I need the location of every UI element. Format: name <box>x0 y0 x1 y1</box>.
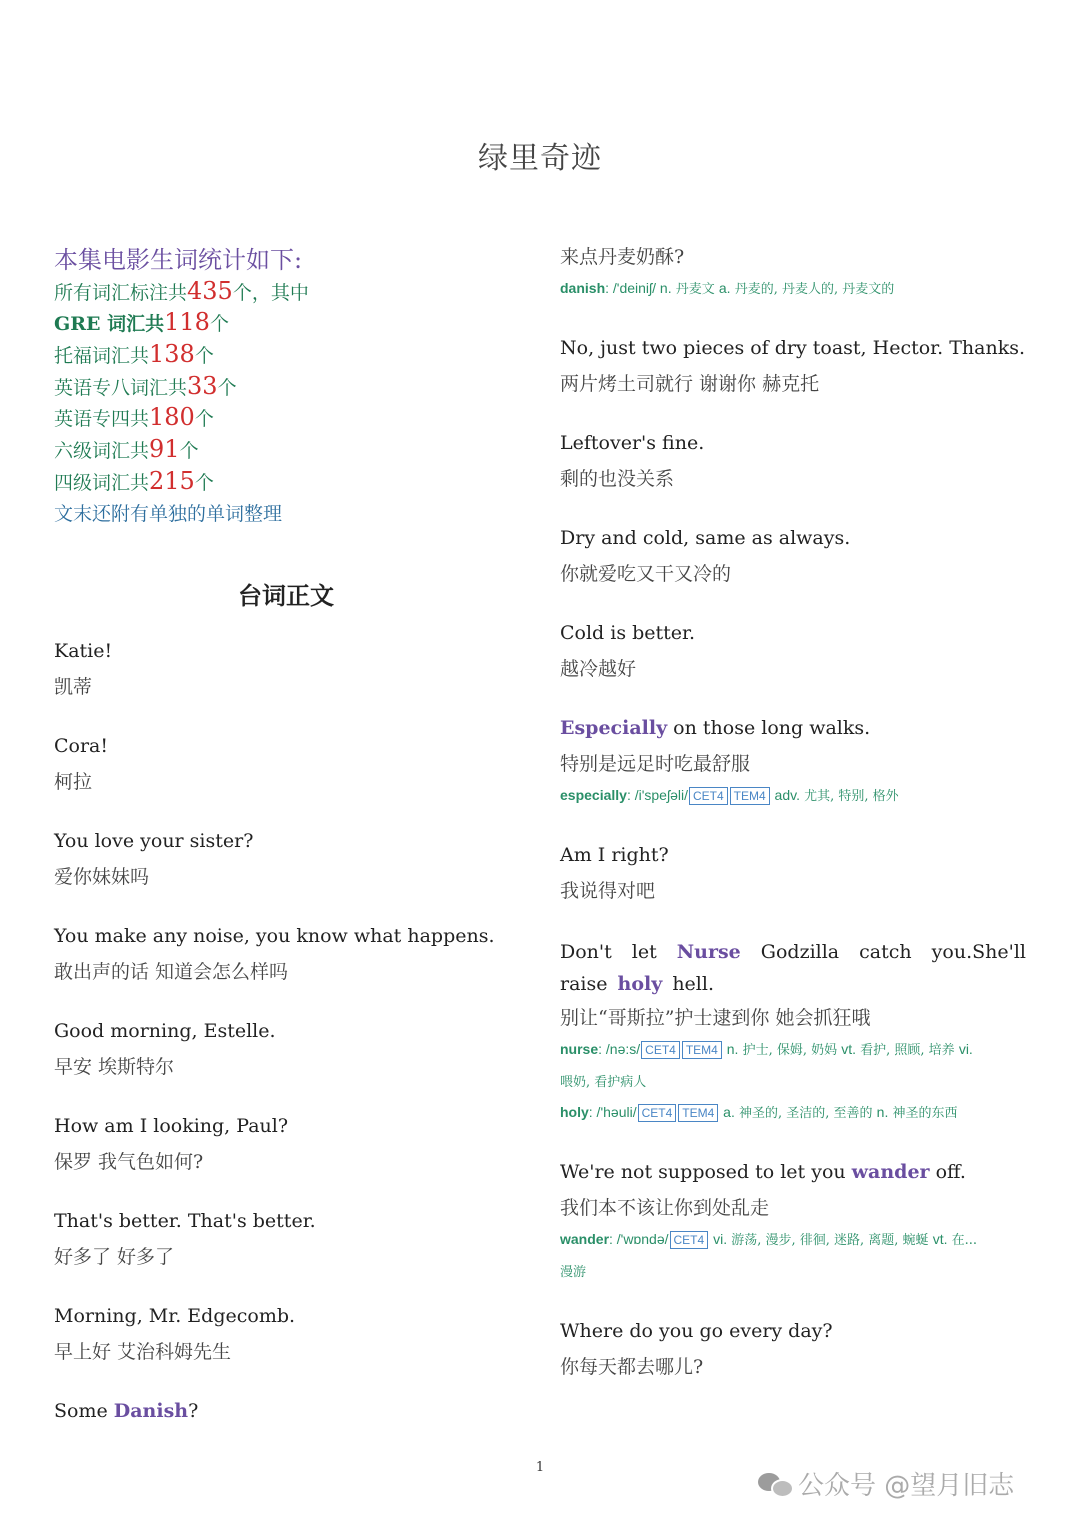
dialogue-text: Don't let <box>560 941 677 963</box>
vocab-gloss-continued <box>560 1261 586 1280</box>
dialogue-english <box>560 717 870 739</box>
highlighted-word: Danish <box>113 1400 189 1422</box>
stats-number: 33 <box>187 372 218 400</box>
dialogue-chinese: 爱你妹妹吗 <box>54 866 150 888</box>
stats-note: 文末还附有单独的单词整理 <box>54 503 283 525</box>
stats-line <box>54 435 199 463</box>
dialogue-chinese: 柯拉 <box>54 771 93 793</box>
stats-line <box>54 308 229 336</box>
dialogue-english: You love your sister? <box>54 830 254 852</box>
dialogue-english: No, just two pieces of dry toast, Hector. Thanks. <box>560 337 1026 359</box>
dialogue-chinese: 保罗 我气色如何? <box>54 1151 204 1173</box>
highlighted-word: holy <box>617 973 663 995</box>
gloss-pos: vt. <box>932 1231 948 1247</box>
stats-line <box>54 467 214 495</box>
highlighted-word: Especially <box>560 717 668 739</box>
watermark-text: 公众号 @望月旧志 <box>798 1471 1015 1501</box>
vocab-gloss <box>560 1229 977 1249</box>
gloss-meaning: 神圣的, 圣洁的, 至善的 <box>734 1106 877 1121</box>
dialogue-text: Some <box>54 1400 114 1422</box>
stats-number: 91 <box>149 435 180 463</box>
stats-suffix: 个，其中 <box>232 282 309 304</box>
dialogue-chinese: 剩的也没关系 <box>560 468 675 490</box>
gloss-word: wander <box>560 1231 610 1247</box>
gloss-meaning: 尤其, 特别, 格外 <box>799 789 899 804</box>
stats-line <box>54 372 237 400</box>
stats-number: 118 <box>164 308 210 336</box>
cet4-tag: CET4 <box>638 1104 677 1122</box>
gloss-phonetic: : /'deiniʃ/ n. <box>605 280 672 296</box>
dialogue-chinese: 我说得对吧 <box>560 880 656 902</box>
cet4-tag: CET4 <box>641 1041 680 1059</box>
gloss-pos: n. <box>876 1104 889 1120</box>
stats-number: 138 <box>149 340 195 368</box>
gloss-meaning: 看护, 照顾, 培养 <box>856 1043 959 1058</box>
dialogue-english: Leftover's fine. <box>560 432 705 454</box>
stats-heading: 本集电影生词统计如下: <box>54 246 303 274</box>
highlighted-word: wander <box>851 1161 930 1183</box>
gloss-meaning: 丹麦的, 丹麦人的, 丹麦文的 <box>730 282 895 297</box>
dialogue-chinese: 你每天都去哪儿? <box>560 1356 704 1378</box>
vocab-gloss <box>560 1102 958 1122</box>
dialogue-english: Good morning, Estelle. <box>54 1020 276 1042</box>
dialogue-chinese: 你就爱吃又干又冷的 <box>560 563 732 585</box>
stats-suffix: 个 <box>194 472 214 494</box>
dialogue-english: Am I right? <box>560 844 669 866</box>
vocab-gloss <box>560 1039 973 1059</box>
dialogue-chinese: 来点丹麦奶酥? <box>560 246 685 268</box>
document-title: 绿里奇迹 <box>478 141 602 176</box>
dialogue-english: Katie! <box>54 640 113 662</box>
stats-suffix: 个 <box>194 408 214 430</box>
stats-label: GRE 词汇共 <box>54 313 165 335</box>
wechat-icon <box>758 1471 792 1497</box>
dialogue-english: That's better. That's better. <box>54 1210 316 1232</box>
dialogue-chinese: 越冷越好 <box>560 658 637 680</box>
dialogue-english: Cora! <box>54 735 109 757</box>
stats-label: 托福词汇共 <box>54 345 150 367</box>
gloss-meaning: 喂奶, 看护病人 <box>560 1075 647 1090</box>
dialogue-english <box>54 1400 198 1422</box>
stats-suffix: 个 <box>217 377 237 399</box>
stats-label: 英语专四共 <box>54 408 150 430</box>
dialogue-text: Godzilla catch you.She'll raise <box>560 941 1026 995</box>
dialogue-chinese: 特别是远足时吃最舒服 <box>560 753 751 775</box>
highlighted-word: Nurse <box>676 941 741 963</box>
stats-line <box>54 277 309 305</box>
cet4-tag: CET4 <box>689 787 728 805</box>
gloss-pos: n. <box>722 1041 739 1057</box>
gloss-word: nurse <box>560 1041 599 1057</box>
dialogue-english: Morning, Mr. Edgecomb. <box>54 1305 296 1327</box>
gloss-pos: a. <box>719 1104 735 1120</box>
gloss-phonetic: : /i'speʃəli/ <box>626 787 688 803</box>
vocab-gloss-continued <box>560 1071 646 1090</box>
dialogue-chinese: 早安 埃斯特尔 <box>54 1056 175 1078</box>
dialogue-english: How am I looking, Paul? <box>54 1115 289 1137</box>
dialogue-english <box>560 1161 966 1183</box>
dialogue-text: off. <box>929 1161 966 1183</box>
dialogue-chinese: 我们本不该让你到处乱走 <box>560 1197 770 1219</box>
gloss-meaning: 漫游 <box>560 1265 587 1280</box>
dialogue-english: Cold is better. <box>560 622 696 644</box>
dialogue-chinese: 早上好 艾治科姆先生 <box>54 1341 232 1363</box>
dialogue-chinese: 别让“哥斯拉”护士逮到你 她会抓狂哦 <box>560 1007 871 1029</box>
gloss-meaning: 神圣的东西 <box>888 1106 958 1121</box>
stats-line <box>54 340 214 368</box>
tem4-tag: TEM4 <box>682 1041 722 1059</box>
gloss-phonetic: : /nə:s/ <box>598 1041 641 1057</box>
dialogue-english <box>560 936 1026 1000</box>
dialogue-english: Dry and cold, same as always. <box>560 527 851 549</box>
dialogue-english: Where do you go every day? <box>560 1320 833 1342</box>
page-number: 1 <box>535 1460 545 1475</box>
dialogue-chinese: 两片烤土司就行 谢谢你 赫克托 <box>560 373 820 395</box>
tem4-tag: TEM4 <box>730 787 770 805</box>
gloss-pos: adv. <box>770 787 800 803</box>
gloss-phonetic: : /'həuli/ <box>588 1104 637 1120</box>
stats-label: 四级词汇共 <box>54 472 150 494</box>
stats-label: 六级词汇共 <box>54 440 150 462</box>
gloss-pos: a. <box>718 280 731 296</box>
gloss-phonetic: : /'wɒndə/ <box>609 1231 669 1247</box>
cet4-tag: CET4 <box>670 1231 709 1249</box>
stats-suffix: 个 <box>179 440 199 462</box>
gloss-meaning: 丹麦文 <box>671 282 719 297</box>
stats-number: 215 <box>149 467 195 495</box>
gloss-pos: vi. <box>709 1231 728 1247</box>
gloss-pos: vt. <box>841 1041 857 1057</box>
gloss-pos: vi. <box>958 1041 973 1057</box>
gloss-word: especially <box>560 787 627 803</box>
gloss-meaning: 游荡, 漫步, 徘徊, 迷路, 离题, 蜿蜒 <box>727 1233 933 1248</box>
vocab-gloss <box>560 785 899 805</box>
dialogue-text: We're not supposed to let you <box>560 1161 852 1183</box>
dialogue-chinese: 凯蒂 <box>54 676 93 698</box>
gloss-word: danish <box>560 280 606 296</box>
gloss-meaning: 在... <box>947 1233 977 1248</box>
section-heading: 台词正文 <box>238 581 334 610</box>
gloss-word: holy <box>560 1104 589 1120</box>
dialogue-text: ? <box>188 1400 199 1422</box>
watermark <box>758 1465 1014 1502</box>
stats-number: 435 <box>187 277 233 305</box>
vocab-gloss <box>560 278 894 297</box>
stats-suffix: 个 <box>194 345 214 367</box>
stats-label: 所有词汇标注共 <box>54 282 188 304</box>
dialogue-text: hell. <box>662 973 714 995</box>
tem4-tag: TEM4 <box>678 1104 718 1122</box>
stats-line <box>54 403 214 431</box>
stats-number: 180 <box>149 403 195 431</box>
dialogue-text: on those long walks. <box>667 717 871 739</box>
stats-suffix: 个 <box>209 313 229 335</box>
dialogue-chinese: 敢出声的话 知道会怎么样吗 <box>54 961 289 983</box>
stats-label: 英语专八词汇共 <box>54 377 188 399</box>
gloss-meaning: 护士, 保姆, 奶妈 <box>738 1043 842 1058</box>
dialogue-english: You make any noise, you know what happens. <box>54 925 495 947</box>
dialogue-chinese: 好多了 好多了 <box>54 1246 175 1268</box>
